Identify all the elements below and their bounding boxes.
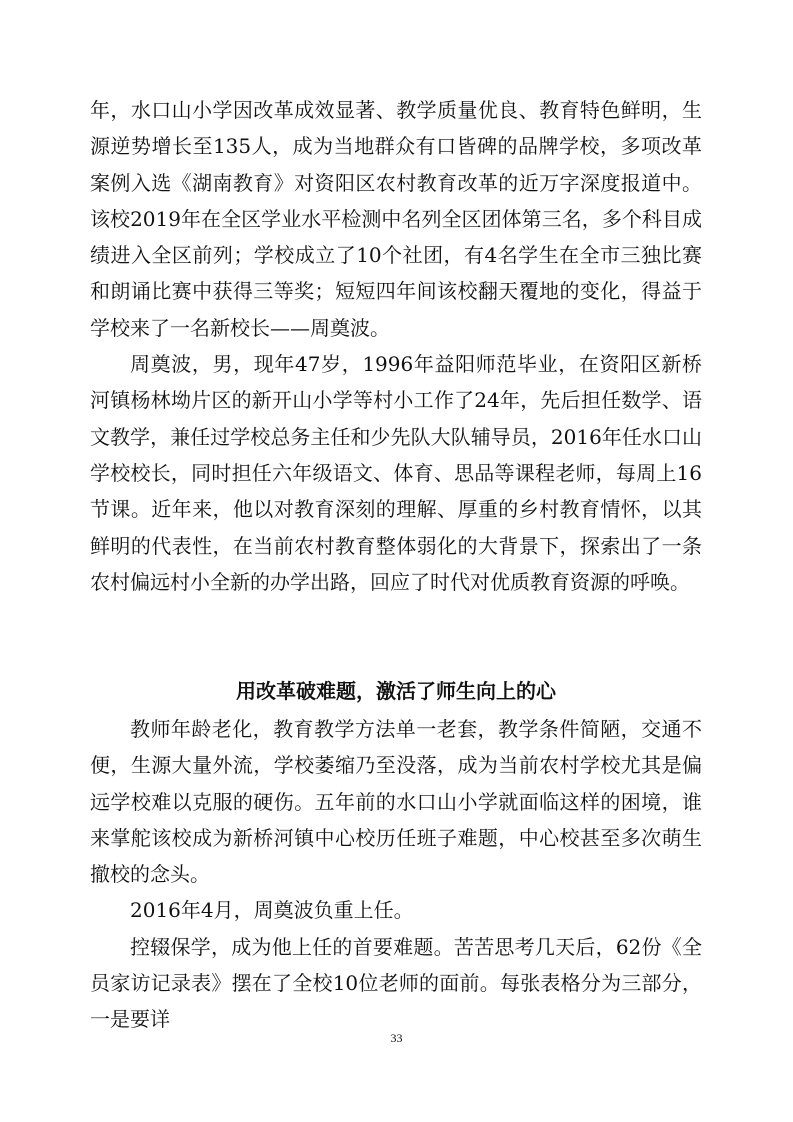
- paragraph-continuation: 年，水口山小学因改革成效显著、教学质量优良、教育特色鲜明，生源逆势增长至135人，成为当地群众有口皆碑的品牌学校，多项改革案例入选《湖南教育》对资阳区农村教育改革的近万字深度报道中。该校2019年在全区学业水平检测中名列全区团体第三名，多个科目成绩进入全区前列；学校成立了10个社团，有4名学生在全市三独比赛和朗诵比赛中获得三等奖；短短四年间该校翻天覆地的变化，得益于学校来了一名新校长——周奠波。: [90, 98, 702, 340]
- page-number: 33: [390, 1031, 403, 1045]
- paragraph-home-visits: 控辍保学，成为他上任的首要难题。苦苦思考几天后，62份《全员家访记录表》摆在了全校10位老师的面前。每张表格分为三部分，一是要详: [90, 934, 702, 1032]
- paragraph-challenges: 教师年龄老化，教育教学方法单一老套，教学条件简陋，交通不便，生源大量外流，学校萎缩乃至没落，成为当前农村学校尤其是偏远学校难以克服的硬伤。五年前的水口山小学就面临这样的困境，谁来掌舵该校成为新桥河镇中心校历任班子难题，中心校甚至多次萌生撤校的念头。: [90, 717, 702, 887]
- section-heading: 用改革破难题，激活了师生向上的心: [236, 679, 556, 703]
- paragraph-profile: 周奠波，男，现年47岁，1996年益阳师范毕业，在资阳区新桥河镇杨林坳片区的新开山小学等村小工作了24年，先后担任数学、语文教学，兼任过学校总务主任和少先队大队辅导员，2016年任水口山学校校长，同时担任六年级语文、体育、思品等课程老师，每周上16节课。近年来，他以对教育深刻的理解、厚重的乡村教育情怀，以其鲜明的代表性，在当前农村教育整体弱化的大背景下，探索出了一条农村偏远村小全新的办学出路，回应了时代对优质教育资源的呼唤。: [90, 352, 702, 594]
- section-body: [90, 711, 702, 1038]
- document-page: [90, 92, 702, 1032]
- paragraph-appointment: 2016年4月，周奠波负重上任。: [130, 898, 414, 923]
